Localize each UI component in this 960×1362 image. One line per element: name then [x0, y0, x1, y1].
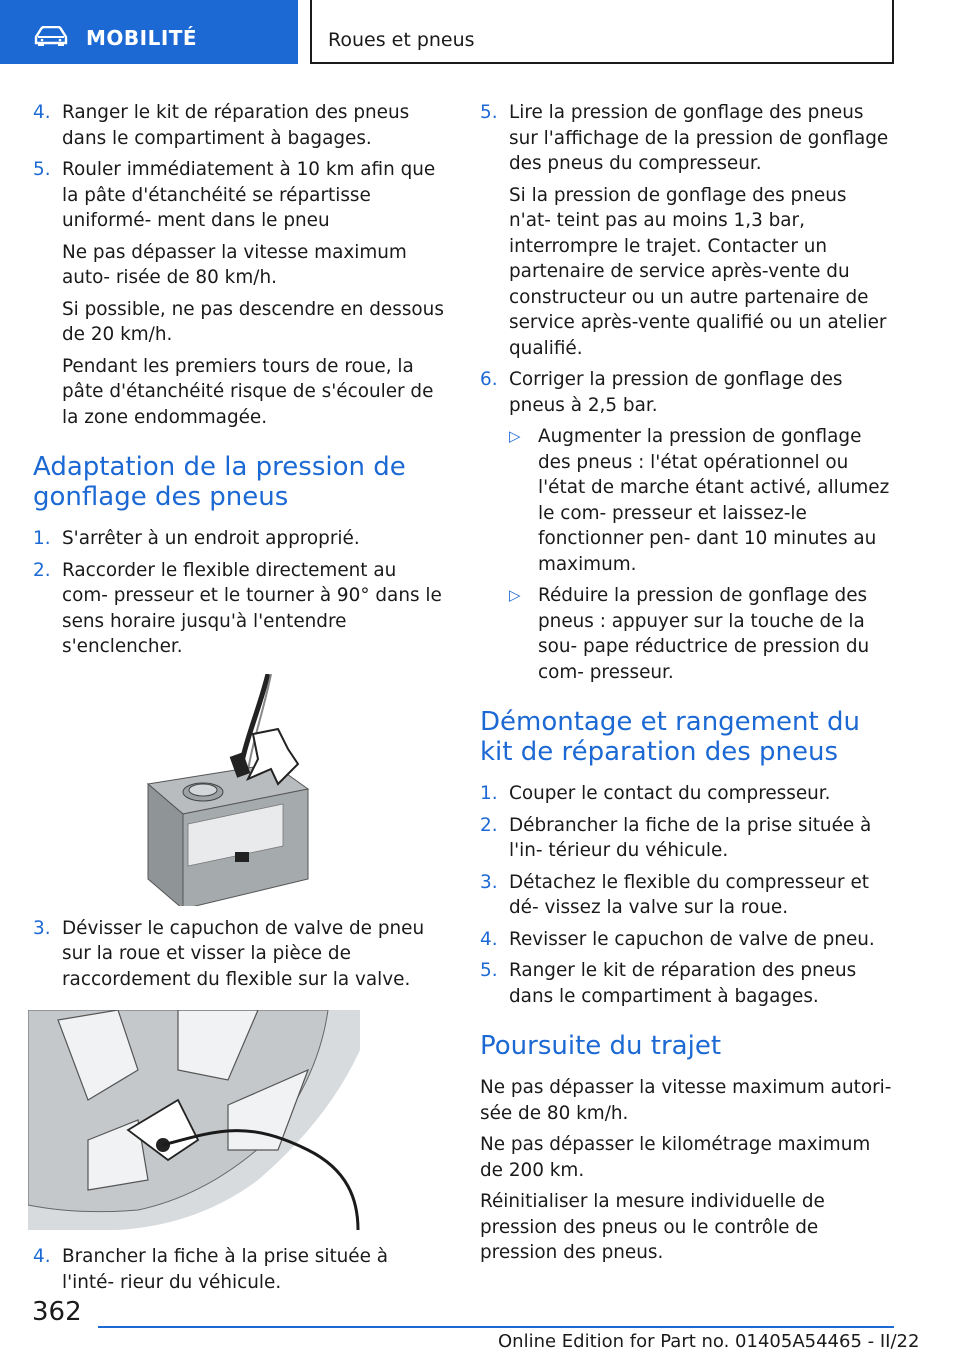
list-item	[480, 870, 892, 921]
list-item	[33, 526, 445, 552]
step-number: 5.	[480, 102, 498, 123]
step-number: 5.	[480, 960, 498, 981]
section-heading: Adaptation de la pression de gonflage des pneus	[33, 452, 406, 512]
wheel-valve-icon	[28, 1010, 368, 1230]
chapter-title-box	[310, 0, 894, 64]
step-number: 2.	[480, 814, 498, 836]
step-note: Si possible, ne pas descendre en dessous de 20 km/h.	[62, 298, 444, 345]
step-note: Ne pas dépasser la vitesse maximum auto‐ risée de 80 km/h.	[62, 241, 407, 288]
page-number: 362	[32, 1297, 82, 1327]
list-item	[33, 100, 445, 151]
section-tab[interactable]	[0, 0, 298, 64]
triangle-bullet-icon: ▷	[509, 427, 521, 445]
list-item	[480, 927, 892, 953]
list-item	[480, 100, 892, 361]
step-number: 5.	[33, 159, 51, 180]
sub-list-item	[509, 583, 892, 685]
compressor-icon	[33, 674, 445, 906]
right-column	[480, 100, 892, 1272]
step-text: Ranger le kit de réparation des pneus dans le compartiment à bagages.	[509, 960, 857, 1007]
step-number: 3.	[33, 917, 51, 939]
paragraph: Ne pas dépasser la vitesse maximum autori‐ sée de 80 km/h.	[480, 1077, 892, 1124]
section-heading: Démontage et rangement du kit de réparation des pneus	[480, 707, 860, 767]
step-text: Débrancher la fiche de la prise située à l'in‐ térieur du véhicule.	[509, 814, 872, 861]
step-text: S'arrêter à un endroit approprié.	[62, 528, 360, 549]
step-text: Couper le contact du compresseur.	[509, 783, 831, 804]
step-text: Lire la pression de gonflage des pneus sur l'affichage de la pression de gonflage des pneus du compresseur.	[509, 102, 889, 174]
step-number: 4.	[33, 102, 51, 123]
page-header	[0, 0, 960, 66]
triangle-bullet-icon: ▷	[509, 586, 521, 604]
step-number: 4.	[480, 928, 498, 950]
list-item	[480, 813, 892, 864]
list-item	[33, 916, 445, 993]
step-text: Revisser le capuchon de valve de pneu.	[509, 928, 875, 950]
step-number: 1.	[480, 783, 498, 804]
list-item	[480, 367, 892, 685]
paragraph: Ne pas dépasser le kilométrage maximum de 200 km.	[480, 1134, 871, 1181]
list-item	[33, 157, 445, 430]
list-item	[33, 1244, 445, 1295]
list-item	[480, 958, 892, 1009]
footer-divider	[98, 1326, 894, 1328]
step-note: Si la pression de gonflage des pneus n'at‐ teint pas au moins 1,3 bar, interrompre le trajet. Contacter un partenaire de service après-vente du constructeur ou un autre partenaire de service après-vente qualifié ou un atelier qualifié.	[509, 184, 887, 359]
sub-list-item	[509, 424, 892, 577]
step-text: Raccorder le flexible directement au com‐ presseur et le tourner à 90° dans le sens horaire jusqu'à l'entendre s'enclencher.	[62, 559, 442, 657]
step-number: 6.	[480, 369, 498, 390]
wheel-illustration	[28, 1010, 445, 1230]
step-number: 1.	[33, 528, 51, 549]
step-note: Pendant les premiers tours de roue, la pâte d'étanchéité risque de s'écouler de la zone endommagée.	[62, 355, 434, 428]
left-column	[33, 100, 445, 1301]
compressor-illustration	[33, 674, 445, 906]
car-icon	[34, 26, 68, 46]
step-text: Brancher la fiche à la prise située à l'inté‐ rieur du véhicule.	[62, 1246, 389, 1293]
step-text: Corriger la pression de gonflage des pneus à 2,5 bar.	[509, 369, 843, 416]
paragraph: Réinitialiser la mesure individuelle de pression des pneus ou le contrôle de pression des pneus.	[480, 1191, 825, 1263]
step-text: Dévisser le capuchon de valve de pneu sur la roue et visser la pièce de raccordement du flexible sur la valve.	[62, 917, 425, 990]
chapter-title: Roues et pneus	[328, 29, 475, 51]
sub-item-text: Augmenter la pression de gonflage des pneus : l'état opérationnel ou l'état de marche étant activé, allumez le com‐ presseur et laissez-le fonctionner pen‐ dant 10 minutes au maximum.	[538, 426, 890, 575]
section-heading: Poursuite du trajet	[480, 1031, 722, 1061]
step-text: Ranger le kit de réparation des pneus dans le compartiment à bagages.	[62, 102, 410, 149]
step-text: Rouler immédiatement à 10 km afin que la pâte d'étanchéité se répartisse uniformé‐ ment dans le pneu	[62, 159, 436, 231]
step-number: 4.	[33, 1246, 51, 1267]
section-label: MOBILITÉ	[86, 26, 198, 50]
list-item	[480, 781, 892, 807]
step-number: 3.	[480, 871, 498, 893]
sub-item-text: Réduire la pression de gonflage des pneus : appuyer sur la touche de la sou‐ pape réductrice de pression du com‐ presseur.	[538, 585, 870, 683]
edition-note: Online Edition for Part no. 01405A54465 - II/22	[498, 1331, 920, 1352]
step-text: Détachez le flexible du compresseur et dé‐ vissez la valve sur la roue.	[509, 871, 869, 918]
step-number: 2.	[33, 559, 51, 581]
list-item	[33, 558, 445, 660]
